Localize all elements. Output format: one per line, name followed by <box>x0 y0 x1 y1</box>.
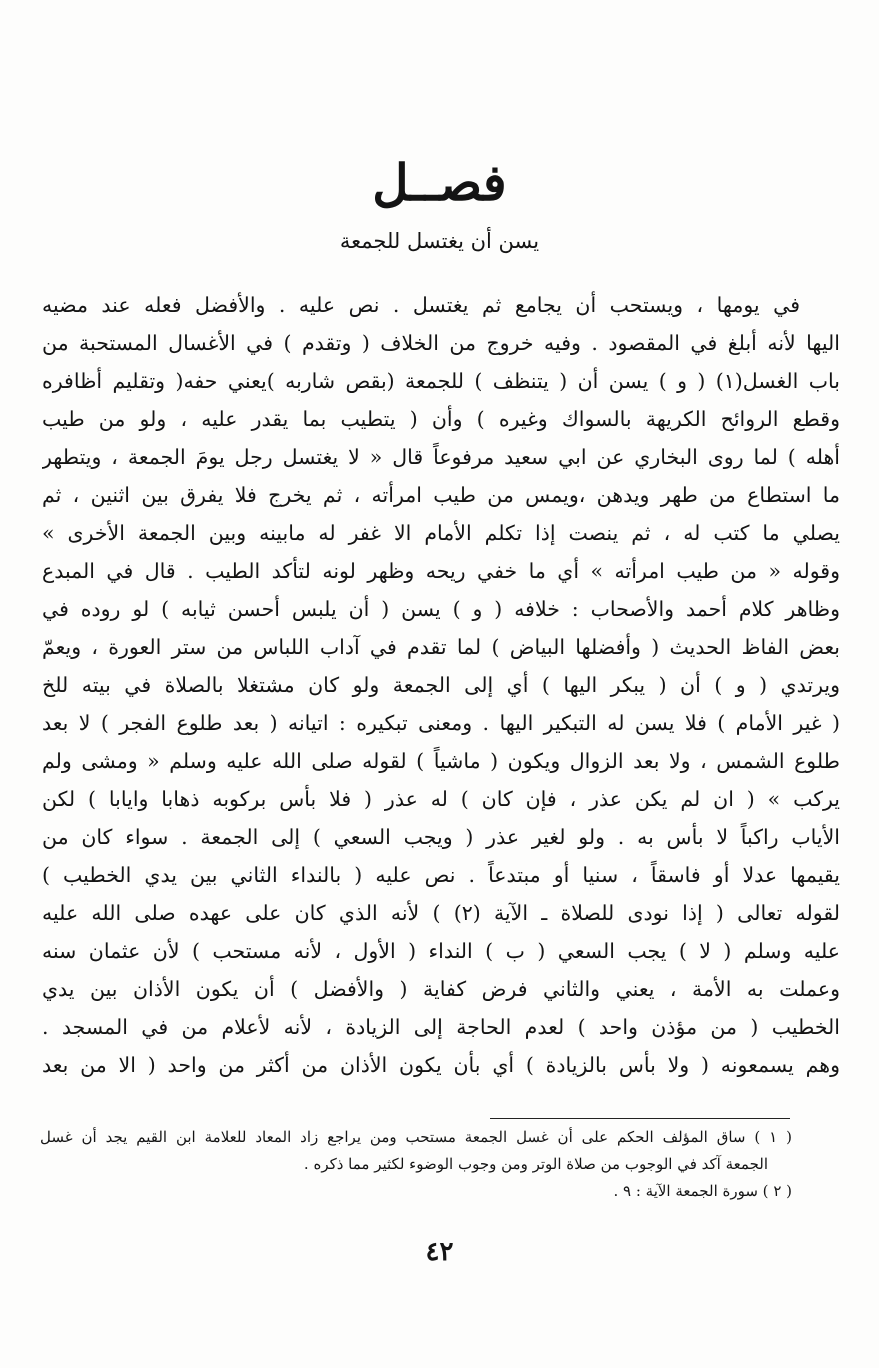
body-text <box>42 286 840 1084</box>
body-line: وقطع الروائح الكريهة بالسواك وغيره ) وأن ( يتطيب بما يقدر عليه ، ولو من طيب <box>42 407 840 431</box>
body-line: اليها لأنه أبلغ في المقصود . وفيه خروج من الخلاف ( وتقدم ) في الأغسال المستحبة من <box>42 331 840 355</box>
body-line: ويرتدي ( و ) أن ( يبكر اليها ) أي إلى الجمعة ولو كان مشتغلا بالصلاة في بيته للخ <box>42 673 840 697</box>
body-line: أهله ) لما روى البخاري عن ابي سعيد مرفوعاً قال « لا يغتسل رجل يومَ الجمعة ، ويتطهر <box>42 445 840 469</box>
body-line: وعملت به الأمة ، يعني والثاني فرض كفاية ( والأفضل ) أن يكون الأذان بين يدي <box>42 977 840 1001</box>
page-number: ٤٢ <box>425 1237 454 1267</box>
body-line: ما استطاع من طهر ويدهن ،ويمس من طيب امرأته ، ثم يخرج فلا يفرق بين اثنين ، ثم <box>42 483 840 507</box>
body-line: يصلي ما كتب له ، ثم ينصت إذا تكلم الأمام الا غفر له مابينه وبين الجمعة الأخرى » <box>42 521 840 545</box>
body-line: وهم يسمعونه ( ولا بأس بالزيادة ) أي بأن يكون الأذان من أكثر من واحد ( الا من بعد <box>42 1053 840 1077</box>
body-line: بعض الفاظ الحديث ( وأفضلها البياض ) لما تقدم في آداب اللباس من ستر العورة ، ويعمّ <box>42 635 840 659</box>
body-line: باب الغسل(١) ( و ) يسن أن ( يتنظف ) للجمعة (بقص شاربه )يعني حفه( وتقليم أظافره <box>42 369 840 393</box>
body-line: الخطيب ( من مؤذن واحد ) لعدم الحاجة إلى الزيادة ، لأنه لأعلام من في المسجد . <box>42 1015 840 1039</box>
footnote-line: ( ٢ ) سورة الجمعة الآية : ٩ . <box>613 1182 792 1200</box>
body-line: في يومها ، ويستحب أن يجامع ثم يغتسل . نص عليه . والأفضل فعله عند مضيه <box>42 293 800 317</box>
body-line: وظاهر كلام أحمد والأصحاب : خلافه ( و ) يسن ( أن يلبس أحسن ثيابه ) لو روده في <box>42 597 840 621</box>
body-line: ( غير الأمام ) فلا يسن له التبكير اليها . ومعنى تبكيره : اتيانه ( بعد طلوع الفجر ) لا بعد <box>42 711 840 735</box>
footnote-separator <box>490 1118 790 1119</box>
body-line: يركب » ( ان لم يكن عذر ، فإن كان ) له عذر ( فلا بأس بركوبه ذهابا وايابا ) لكن <box>42 787 840 811</box>
section-heading: فصــل <box>372 153 507 212</box>
body-line: عليه وسلم ( لا ) يجب السعي ( ب ) النداء ( الأول ، لأنه مستحب ) لأن عثمان سنه <box>42 939 840 963</box>
body-line: الأياب راكباً لا بأس به . ولو لغير عذر ( ويجب السعي ) إلى الجمعة . سواء كان من <box>42 825 840 849</box>
body-line: وقوله « من طيب امرأته » أي ما خفي ريحه وظهر لونه لتأكد الطيب . قال في المبدع <box>42 559 840 583</box>
footnotes <box>40 1124 792 1205</box>
body-line: طلوع الشمس ، ولا بعد الزوال ويكون ( ماشياً ) لقوله صلى الله عليه وسلم « ومشى ولم <box>42 749 840 773</box>
body-line: يقيمها عدلا أو فاسقاً ، سنيا أو مبتدعاً . نص عليه ( بالنداء الثاني بين يدي الخطيب ) <box>42 863 840 887</box>
body-line: لقوله تعالى ( إذا نودى للصلاة ـ الآية (٢) ) لأنه الذي كان على عهده صلى الله عليه <box>42 901 840 925</box>
section-subheading: يسن أن يغتسل للجمعة <box>339 229 540 253</box>
footnote-line: الجمعة آكد في الوجوب من صلاة الوتر ومن وجوب الوضوء لكثير مما ذكره . <box>303 1155 768 1173</box>
footnote-line: ( ١ ) ساق المؤلف الحكم على أن غسل الجمعة مستحب ومن يراجع زاد المعاد للعلامة ابن القيم يجد أن غسل <box>40 1128 792 1146</box>
